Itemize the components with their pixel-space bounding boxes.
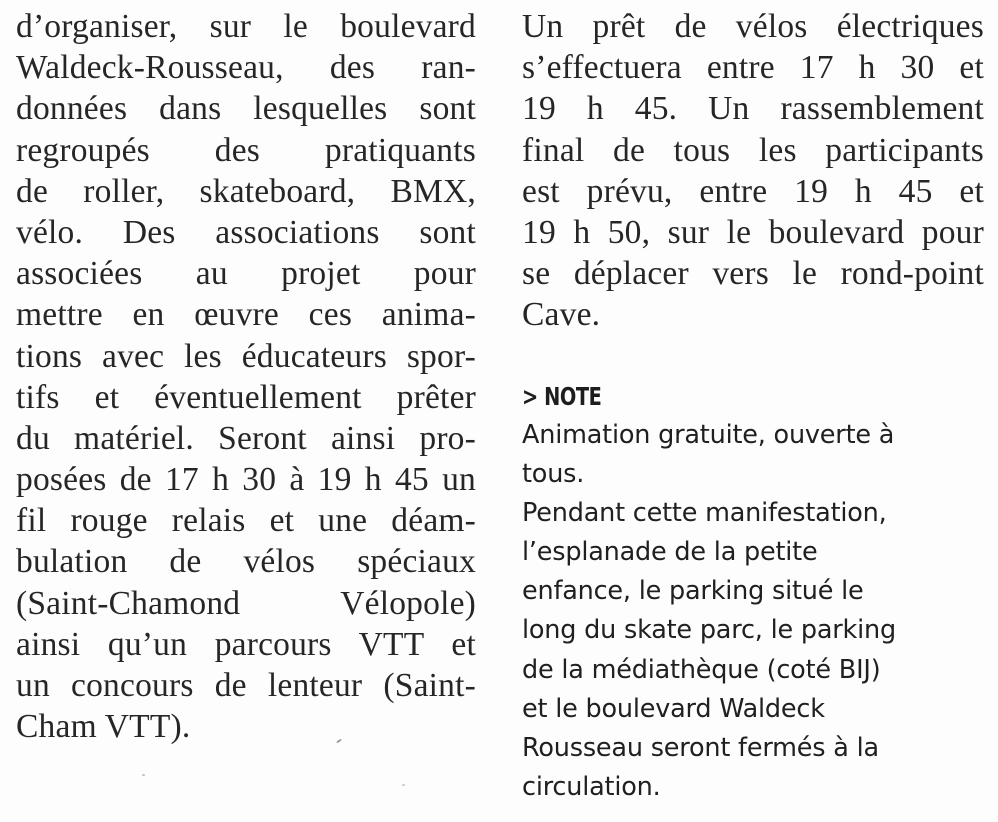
left-line-5: de roller, skateboard, BMX, xyxy=(16,172,476,210)
left-line-8: mettre en œuvre ces anima- xyxy=(16,296,476,334)
right-line-2: s’effectuera entre 17 h 30 et xyxy=(522,49,984,87)
right-line-4: final de tous les participants xyxy=(522,131,984,169)
left-line-17: un concours de lenteur (Saint- xyxy=(16,667,476,704)
note-line-8: et le boulevard Waldeck xyxy=(522,693,825,724)
left-column xyxy=(16,6,476,747)
left-line-7: associées au projet pour xyxy=(16,255,476,293)
note-line-1: Animation gratuite, ouverte à xyxy=(522,419,895,450)
right-line-8: Cave. xyxy=(522,296,601,334)
right-line-6: 19 h 50, sur le boulevard pour xyxy=(522,213,984,251)
left-line-2: Waldeck-Rousseau, des ran- xyxy=(16,49,476,87)
left-line-4: regroupés des pratiquants xyxy=(16,131,476,169)
right-line-5: est prévu, entre 19 h 45 et xyxy=(522,172,984,210)
left-line-12: posées de 17 h 30 à 19 h 45 un xyxy=(16,461,476,499)
note-line-7: de la médiathèque (coté BIJ) xyxy=(522,654,881,685)
left-line-16: ainsi qu’un parcours VTT et xyxy=(16,625,476,663)
note-line-5: enfance, le parking situé le xyxy=(522,576,864,607)
left-line-13: fil rouge relais et une déam- xyxy=(16,502,476,540)
right-line-3: 19 h 45. Un rassemblement xyxy=(522,90,984,128)
left-line-6: vélo. Des associations sont xyxy=(16,213,476,251)
scan-speck xyxy=(402,784,405,786)
right-line-1: Un prêt de vélos électriques xyxy=(522,8,984,45)
left-line-3: données dans lesquelles sont xyxy=(16,90,476,128)
right-line-7: se déplacer vers le rond-point xyxy=(522,255,984,293)
note-line-10: circulation. xyxy=(522,772,661,803)
note-line-4: l’esplanade de la petite xyxy=(522,537,818,568)
note-line-2: tous. xyxy=(522,458,585,489)
note-line-9: Rousseau seront fermés à la xyxy=(522,733,879,763)
left-line-10: tifs et éventuellement prêter xyxy=(16,378,476,416)
left-line-14: bulation de vélos spéciaux xyxy=(16,543,476,581)
left-line-1: d’organiser, sur le boulevard xyxy=(16,8,476,45)
left-line-11: du matériel. Seront ainsi pro- xyxy=(16,419,476,457)
note-line-3: Pendant cette manifestation, xyxy=(522,497,887,528)
left-line-15: (Saint-Chamond Vélopole) xyxy=(16,584,476,622)
note-line-6: long du skate parc, le parking xyxy=(522,615,896,646)
note-heading: > NOTE xyxy=(522,381,602,411)
left-line-9: tions avec les éducateurs spor- xyxy=(16,337,476,375)
right-column xyxy=(522,6,984,807)
scan-speck xyxy=(142,774,145,776)
left-line-18: Cham VTT). xyxy=(16,708,191,746)
